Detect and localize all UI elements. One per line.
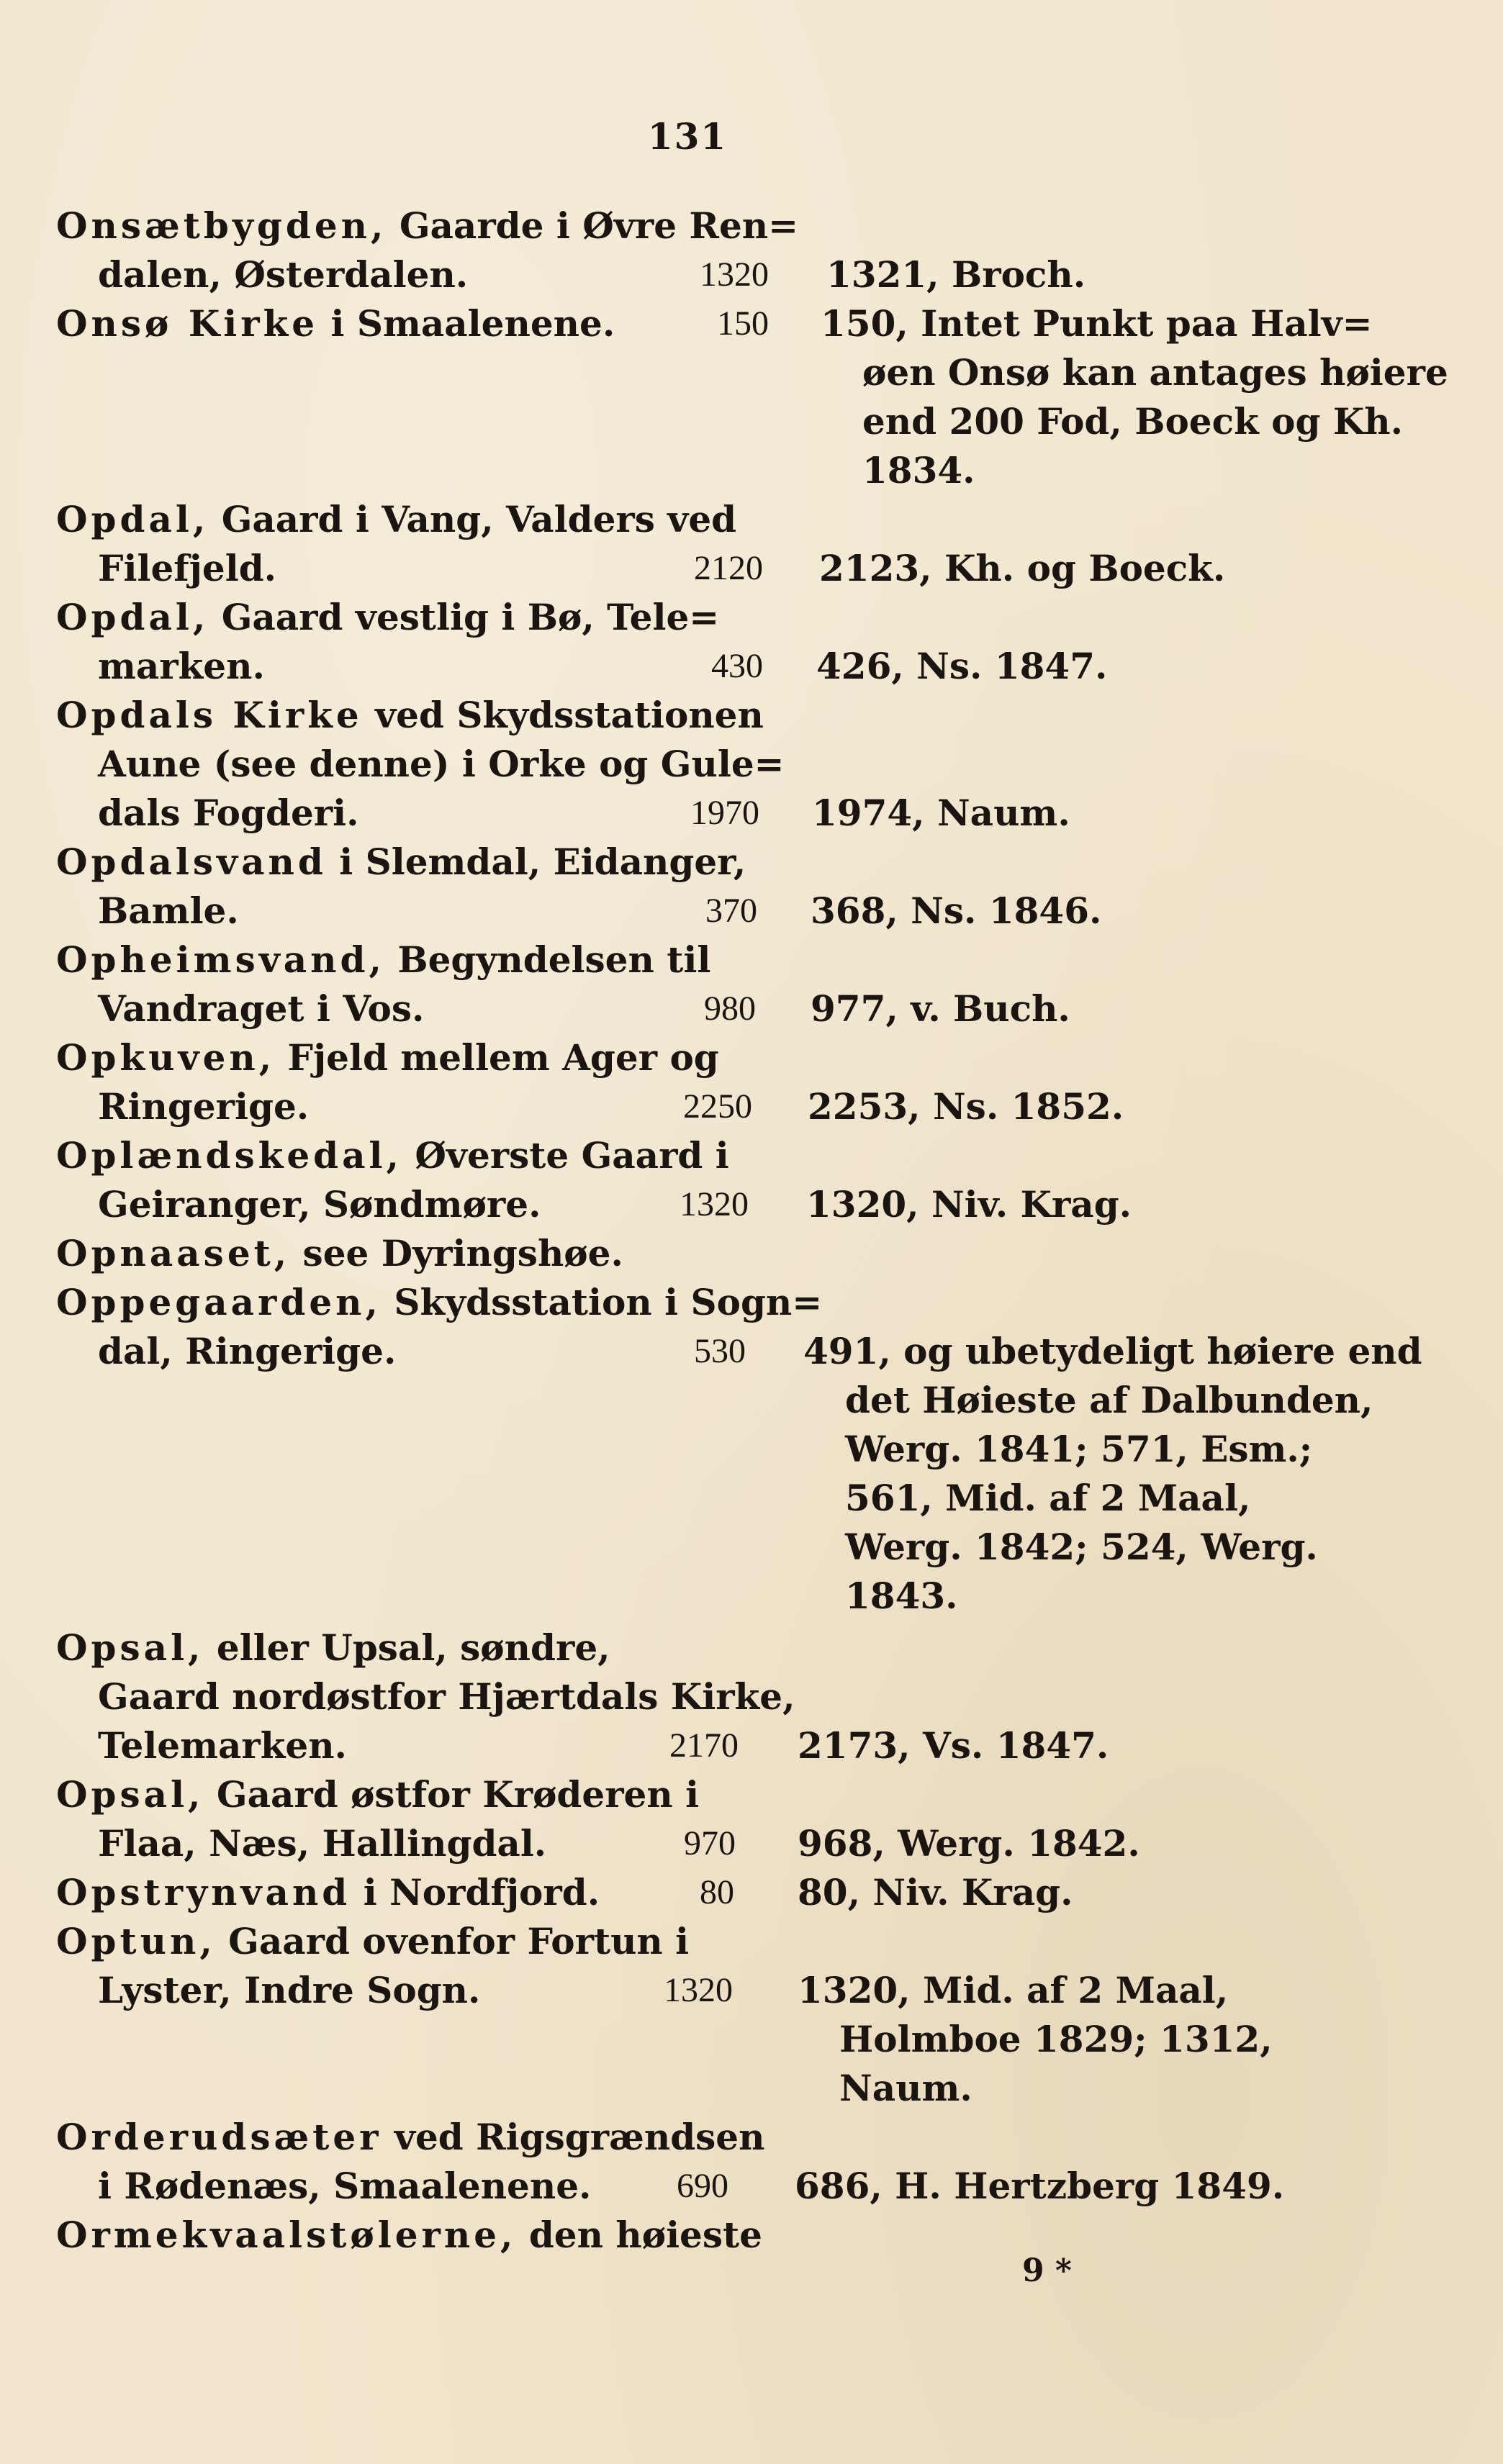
- entry-first-line: [56, 1131, 729, 1180]
- entry-description: ved Rigsgrændsen: [382, 2116, 765, 2158]
- entry-place: [56, 1868, 632, 1917]
- source-line: 1974, Naum.: [812, 792, 1070, 834]
- entry-name: Opstrynvand: [56, 1871, 351, 1913]
- entry-first-line: [56, 1623, 632, 1672]
- signature-mark: 9 *: [1022, 2252, 1072, 2289]
- measurement-source: [816, 642, 1320, 691]
- measurement-source: [826, 250, 1330, 299]
- entry-name: Opdal,: [56, 498, 209, 540]
- source-line: 1834.: [862, 449, 975, 492]
- entry-description: eller Upsal, søndre,: [204, 1626, 610, 1669]
- entry-first-line: [56, 495, 737, 544]
- measurement-source: [798, 1819, 1301, 1868]
- entry-description: i Nordfjord.: [351, 1871, 600, 1913]
- entry-description-continued: marken.: [98, 645, 265, 687]
- source-line: end 200 Fod, Boeck og Kh.: [862, 400, 1404, 443]
- entry-first-line: [56, 1770, 700, 1819]
- entry-description: Gaard vestlig i Bø, Tele=: [209, 596, 720, 638]
- source-line: 1843.: [845, 1575, 958, 1617]
- entry-name: Opdalsvand: [56, 841, 327, 883]
- elevation-value: 530: [694, 1332, 746, 1370]
- entry-name: Onsø Kirke: [56, 302, 319, 345]
- measurement-source: [812, 789, 1316, 838]
- source-line: 561, Mid. af 2 Maal,: [845, 1477, 1251, 1519]
- entry-description: i Smaalenene.: [318, 302, 615, 345]
- entry-description-continued: dals Fogderi.: [98, 792, 359, 834]
- measurement-source: [819, 544, 1323, 593]
- entry-description: see Dyringshøe.: [290, 1232, 623, 1274]
- elevation-value: 690: [677, 2167, 728, 2205]
- entry-description-continued: dalen, Østerdalen.: [98, 253, 469, 296]
- entry-first-line: [56, 1033, 719, 1082]
- source-line: Werg. 1841; 571, Esm.;: [845, 1428, 1313, 1470]
- entry-first-line: [56, 201, 799, 250]
- entry-first-line: [56, 1278, 823, 1327]
- measurement-source: [798, 1966, 1301, 2113]
- entry-description: Gaard ovenfor Fortun i: [215, 1920, 690, 1962]
- entry-name: Onsætbygden,: [56, 204, 387, 247]
- entry-description: den høieste: [516, 2214, 762, 2256]
- entry-description-continued: Aune (see denne) i Orke og Gule=: [98, 743, 785, 785]
- elevation-value: 980: [704, 989, 756, 1028]
- entry-description-continued: Vandraget i Vos.: [98, 987, 425, 1030]
- entry-description-continued: i Rødenæs, Smaalenene.: [98, 2165, 592, 2207]
- elevation-value: 370: [705, 892, 757, 930]
- entry-first-line: [56, 1917, 690, 1966]
- entry-name: Opnaaset,: [56, 1232, 291, 1274]
- entry-first-line: [56, 2211, 762, 2260]
- source-line: 968, Werg. 1842.: [798, 1822, 1140, 1865]
- entry-name: Optun,: [56, 1920, 216, 1962]
- entry-first-line: [56, 838, 746, 887]
- entry-first-line: [56, 299, 632, 348]
- measurement-source: [806, 1180, 1310, 1229]
- source-line: 368, Ns. 1846.: [811, 889, 1102, 932]
- source-line: 977, v. Buch.: [811, 987, 1070, 1030]
- page-number: 131: [647, 115, 728, 158]
- source-line: Naum.: [839, 2067, 972, 2109]
- measurement-source: [811, 887, 1314, 936]
- elevation-value: 970: [684, 1824, 736, 1862]
- entry-description-continued: Telemarken.: [98, 1724, 347, 1767]
- entry-description-continued: Flaa, Næs, Hallingdal.: [98, 1822, 547, 1865]
- entry-name: Opdal,: [56, 596, 209, 638]
- elevation-value: 1320: [680, 1185, 749, 1223]
- entry-description-continued: Gaard nordøstfor Hjærtdals Kirke,: [98, 1675, 795, 1718]
- entry-place: [56, 1770, 700, 1868]
- entry-name: Ormekvaalstølerne,: [56, 2214, 517, 2256]
- entry-first-line: [56, 2113, 765, 2162]
- source-line: 491, og ubetydeligt høiere end: [803, 1330, 1422, 1372]
- entry-name: Opheimsvand,: [56, 938, 385, 981]
- elevation-value: 1970: [690, 794, 759, 832]
- measurement-source: [795, 2162, 1299, 2211]
- entry-description: Gaard i Vang, Valders ved: [209, 498, 737, 540]
- entry-description: Skydsstation i Sogn=: [381, 1281, 823, 1323]
- entry-place: [56, 2211, 762, 2260]
- entry-first-line: [56, 1229, 632, 1278]
- entry-name: Opdals Kirke: [56, 694, 363, 736]
- entry-first-line: [56, 936, 711, 984]
- entry-name: Opsal,: [56, 1773, 204, 1816]
- entry-place: [56, 1917, 690, 2015]
- entry-description-continued: Bamle.: [98, 889, 239, 932]
- source-line: 2253, Ns. 1852.: [808, 1085, 1124, 1128]
- source-line: 2173, Vs. 1847.: [798, 1724, 1109, 1767]
- measurement-source: [798, 1868, 1301, 1917]
- measurement-source: [798, 1721, 1301, 1770]
- entry-description: ved Skydsstationen: [362, 694, 764, 736]
- measurement-source: [808, 1082, 1312, 1131]
- entry-description: Gaard østfor Krøderen i: [204, 1773, 700, 1816]
- source-line: 686, H. Hertzberg 1849.: [795, 2165, 1285, 2207]
- entry-first-line: [56, 593, 720, 642]
- entry-description: Gaarde i Øvre Ren=: [387, 204, 799, 247]
- entry-description-continued: Geiranger, Søndmøre.: [98, 1183, 541, 1226]
- source-line: 80, Niv. Krag.: [798, 1871, 1073, 1913]
- entry-name: Opkuven,: [56, 1036, 276, 1079]
- entry-description-continued: Filefjeld.: [98, 547, 277, 589]
- elevation-value: 1320: [700, 255, 769, 294]
- entry-description-continued: dal, Ringerige.: [98, 1330, 397, 1372]
- source-line: 1320, Mid. af 2 Maal,: [798, 1969, 1229, 2011]
- measurement-source: [803, 1327, 1422, 1621]
- source-line: 2123, Kh. og Boeck.: [819, 547, 1226, 589]
- entry-place: [56, 1229, 632, 1278]
- entry-description: Begyndelsen til: [384, 938, 711, 981]
- elevation-value: 2250: [683, 1087, 752, 1125]
- elevation-value: 150: [717, 304, 769, 343]
- entry-name: Opsal,: [56, 1626, 204, 1669]
- source-line: Werg. 1842; 524, Werg.: [845, 1526, 1318, 1568]
- entry-description-continued: Lyster, Indre Sogn.: [98, 1969, 481, 2011]
- elevation-value: 1320: [664, 1971, 733, 2009]
- source-line: 1320, Niv. Krag.: [806, 1183, 1132, 1226]
- entry-description: Øverste Gaard i: [402, 1134, 729, 1177]
- entry-first-line: [56, 691, 764, 740]
- entry-place: [56, 593, 720, 691]
- entry-name: Orderudsæter: [56, 2116, 382, 2158]
- elevation-value: 2120: [694, 549, 763, 587]
- source-line: 1321, Broch.: [826, 253, 1086, 296]
- measurement-source: [811, 984, 1314, 1033]
- entry-place: [56, 936, 711, 1033]
- source-line: 150, Intet Punkt paa Halv=: [821, 302, 1373, 345]
- measurement-source: [821, 299, 1448, 495]
- entry-place: [56, 299, 632, 348]
- source-line: øen Onsø kan antages høiere: [862, 351, 1448, 394]
- elevation-value: 80: [700, 1873, 734, 1911]
- entry-first-line: [56, 1868, 632, 1917]
- entry-name: Oppegaarden,: [56, 1281, 382, 1323]
- entry-name: Oplændskedal,: [56, 1134, 402, 1177]
- entry-description: Fjeld mellem Ager og: [275, 1036, 719, 1079]
- source-line: 426, Ns. 1847.: [816, 645, 1108, 687]
- entry-description: i Slemdal, Eidanger,: [326, 841, 746, 883]
- elevation-value: 2170: [669, 1726, 739, 1765]
- elevation-value: 430: [711, 647, 763, 685]
- entry-description-continued: Ringerige.: [98, 1085, 310, 1128]
- source-line: det Høieste af Dalbunden,: [845, 1379, 1373, 1421]
- source-line: Holmboe 1829; 1312,: [839, 2018, 1273, 2060]
